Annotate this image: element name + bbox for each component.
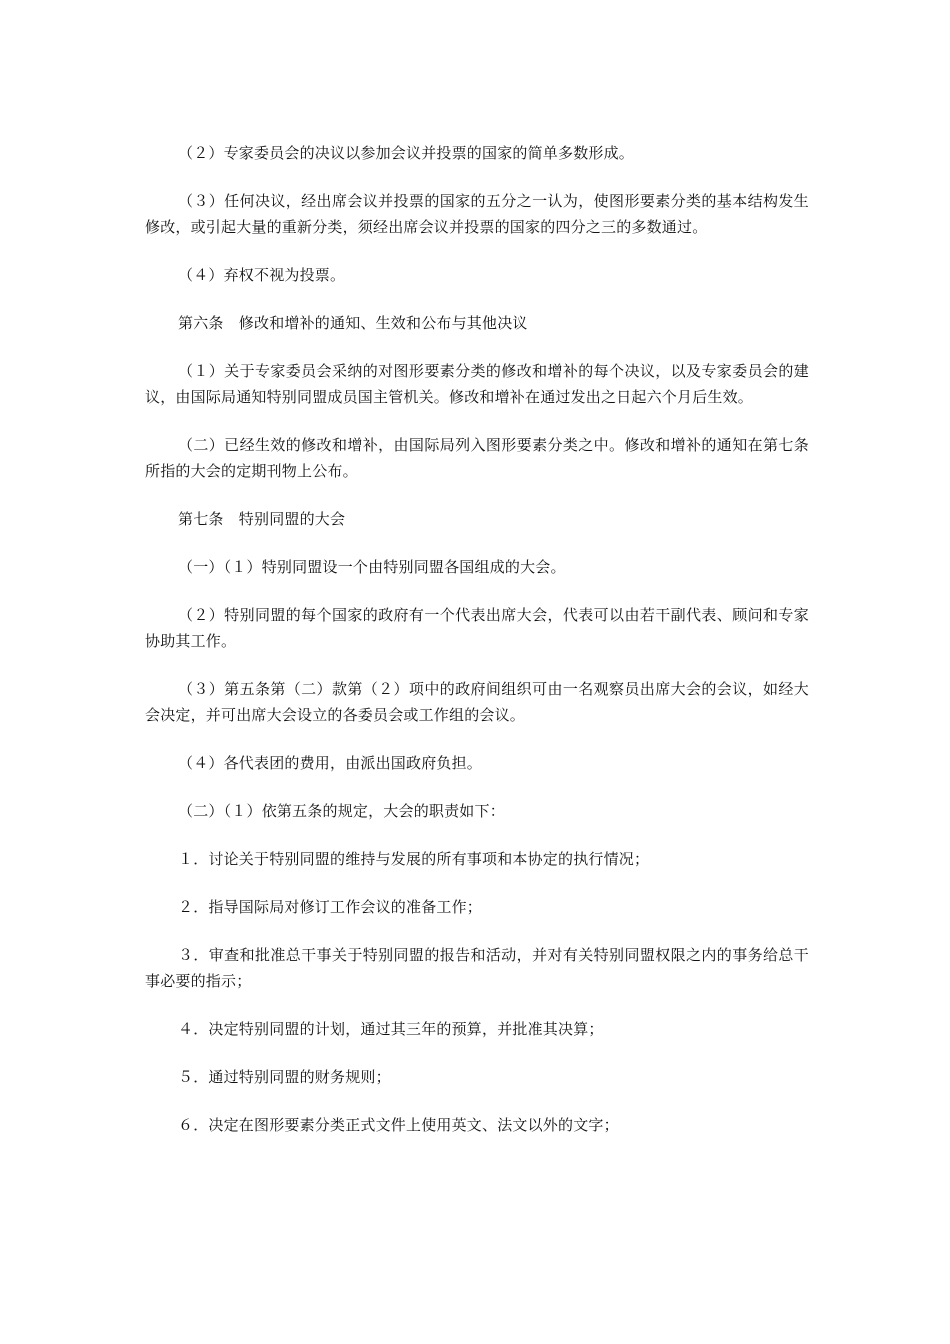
paragraph-7-1-3: （３）第五条第（二）款第（２）项中的政府间组织可由一名观察员出席大会的会议，如经大会决定，并可出席大会设立的各委员会或工作组的会议。 [145,680,809,724]
list-item-5: ５．通过特别同盟的财务规则； [178,1068,391,1086]
paragraph-7-1-1: （一）（１）特别同盟设一个由特别同盟各国组成的大会。 [178,558,566,576]
paragraph-7-2-1: （二）（１）依第五条的规定，大会的职责如下： [178,802,505,820]
paragraph-7-1-2: （２）特别同盟的每个国家的政府有一个代表出席大会，代表可以由若干副代表、顾问和专家协助其工作。 [145,606,809,650]
paragraph-5-2: （２）专家委员会的决议以参加会议并投票的国家的简单多数形成。 [178,144,635,162]
paragraph-5-3: （３）任何决议，经出席会议并投票的国家的五分之一认为，使图形要素分类的基本结构发生修改，或引起大量的重新分类，须经出席会议并投票的国家的四分之三的多数通过。 [145,192,809,236]
article-6-heading: 第六条 修改和增补的通知、生效和公布与其他决议 [178,314,528,332]
paragraph-5-4: （４）弃权不视为投票。 [178,266,346,284]
list-item-3: ３．审查和批准总干事关于特别同盟的报告和活动，并对有关特别同盟权限之内的事务给总干事必要的指示； [145,946,809,990]
article-7-heading: 第七条 特别同盟的大会 [178,510,346,528]
list-item-1: １．讨论关于特别同盟的维持与发展的所有事项和本协定的执行情况； [178,850,650,868]
paragraph-6-1: （１）关于专家委员会采纳的对图形要素分类的修改和增补的每个决议，以及专家委员会的建议，由国际局通知特别同盟成员国主管机关。修改和增补在通过发出之日起六个月后生效。 [145,362,809,406]
paragraph-6-2: （二）已经生效的修改和增补，由国际局列入图形要素分类之中。修改和增补的通知在第七条所指的大会的定期刊物上公布。 [145,436,809,480]
list-item-6: ６．决定在图形要素分类正式文件上使用英文、法文以外的文字； [178,1116,619,1134]
list-item-4: ４．决定特别同盟的计划，通过其三年的预算，并批准其决算； [178,1020,604,1038]
paragraph-7-1-4: （４）各代表团的费用，由派出国政府负担。 [178,754,483,772]
list-item-2: ２．指导国际局对修订工作会议的准备工作； [178,898,483,916]
document-body [145,140,809,1160]
